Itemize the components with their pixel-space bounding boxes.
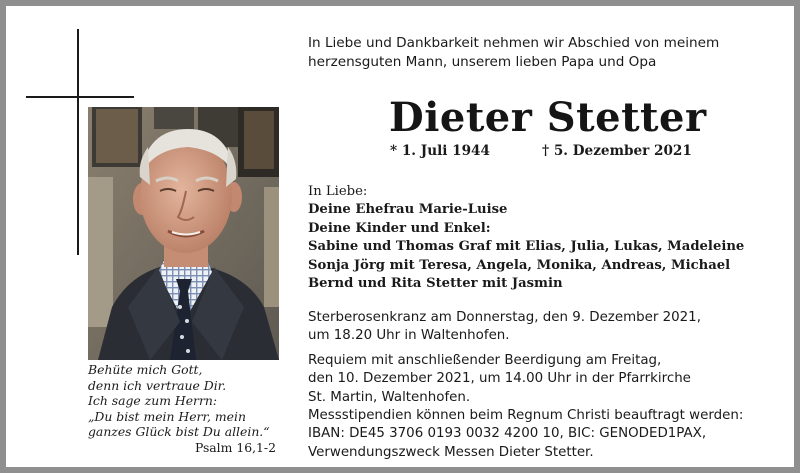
family-line: Sabine und Thomas Graf mit Elias, Julia, Lukas, Madeleine [308,239,745,255]
intro-line: herzensguten Mann, unserem lieben Papa und Opa [308,54,657,70]
verse-line: Behüte mich Gott, [88,362,203,377]
family-line: Deine Kinder und Enkel: [308,220,491,236]
rosary-line: um 18.20 Uhr in Waltenhofen. [308,328,510,344]
requiem-line: St. Martin, Waltenhofen. [308,389,471,405]
verse-line: „Du bist mein Herr, mein [88,408,246,424]
family-line: Sonja Jörg mit Teresa, Angela, Monika, Andreas, Michael [308,257,731,273]
service-info [308,309,743,462]
family-heading: In Liebe: [308,184,368,199]
donation-line: Verwendungszweck Messen Dieter Stetter. [308,444,594,460]
verse-line: ganzes Glück bist Du allein.“ [88,424,270,440]
requiem-line: Requiem mit anschließender Beerdigung am Freitag, [308,352,662,368]
portrait-illustration [88,107,279,360]
requiem-line: den 10. Dezember 2021, um 14.00 Uhr in der Pfarrkirche [308,371,691,387]
verse-line: denn ich vertraue Dir. [88,377,227,393]
birth-date: * 1. Juli 1944 [390,143,490,159]
deceased-name: Dieter Stetter [389,94,707,141]
cross-horizontal-bar [26,96,134,98]
psalm-verse [88,362,278,456]
intro-text [308,34,768,72]
intro-line: In Liebe und Dankbarkeit nehmen wir Abschied von meinem [308,35,720,51]
family-line: Deine Ehefrau Marie-Luise [308,202,508,218]
family-line: Bernd und Rita Stetter mit Jasmin [308,276,563,292]
verse-reference: Psalm 16,1-2 [194,439,276,455]
portrait-photo [88,107,279,360]
donation-line: Messstipendien können beim Regnum Christi beauftragt werden: [308,408,744,424]
death-date: † 5. Dezember 2021 [542,143,692,159]
cross-vertical-bar [77,29,79,255]
verse-line: Ich sage zum Herrn: [88,393,218,409]
rosary-line: Sterberosenkranz am Donnerstag, den 9. Dezember 2021, [308,310,701,325]
family-list [308,183,744,293]
donation-line: IBAN: DE45 3706 0193 0032 4200 10, BIC: GENODED1PAX, [308,426,707,442]
